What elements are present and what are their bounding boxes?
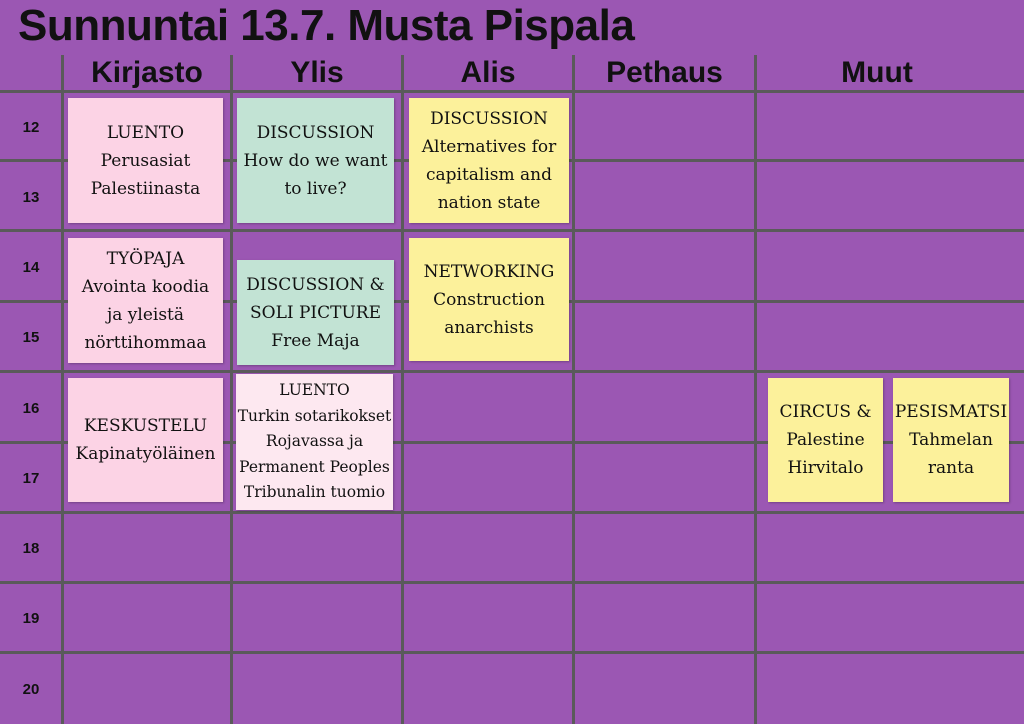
event-line: Rojavassa ja [265,432,364,451]
event-line: Turkin sotarikokset [237,406,392,425]
grid-line [0,370,1024,373]
event-line: How do we want [243,150,388,171]
hour-label: 17 [22,470,40,487]
column-header-pethaus: Pethaus [606,56,723,89]
event-line: to live? [284,178,347,199]
event-line: CIRCUS & [779,402,872,422]
event-line: DISCUSSION [256,122,375,143]
event-line: LUENTO [279,381,350,400]
event-card-circus[interactable] [768,378,883,502]
column-header-alis: Alis [460,56,516,89]
event-line: anarchists [444,317,534,338]
grid-line [0,581,1024,584]
event-card-discussion-soli-picture[interactable] [237,260,394,365]
event-line: Permanent Peoples [239,457,390,476]
grid-line [401,55,404,724]
hour-label: 15 [22,329,40,346]
column-header-kirjasto: Kirjasto [91,56,203,89]
event-line: Alternatives for [421,136,557,157]
event-line: nörttihommaa [84,332,207,353]
event-card-luento-turkin[interactable] [236,374,393,510]
event-line: capitalism and [425,164,553,185]
grid-line [754,55,757,724]
event-line: ja yleistä [106,304,185,325]
event-card-networking[interactable] [409,238,569,361]
event-line: Avointa koodia [81,276,210,297]
event-line: Hirvitalo [787,458,864,478]
event-line: PESISMATSI [894,402,1008,422]
event-line: KESKUSTELU [83,416,208,436]
column-header-ylis: Ylis [290,56,344,89]
event-line: Palestiinasta [90,178,201,199]
event-card-discussion-alternatives[interactable] [409,98,569,223]
grid-line [0,651,1024,654]
hour-label: 13 [22,189,40,206]
event-line: LUENTO [106,122,185,143]
event-card-tyopaja[interactable] [68,238,223,363]
event-line: nation state [437,192,541,213]
event-line: TYÖPAJA [106,248,185,269]
event-line: Tribunalin tuomio [243,483,386,502]
hour-label: 18 [22,540,40,557]
event-line: NETWORKING [423,261,555,282]
hour-label: 12 [22,119,40,136]
grid-line [0,229,1024,232]
event-card-discussion-live[interactable] [237,98,394,223]
event-card-luento-palestiina[interactable] [68,98,223,223]
event-line: Tahmelan [909,430,993,450]
event-line: SOLI PICTURE [249,302,382,323]
event-line: Palestine [786,430,865,450]
column-header-muut: Muut [841,56,913,89]
hour-label: 16 [22,400,40,417]
event-line: Perusasiat [100,150,191,171]
event-line: DISCUSSION [430,108,548,129]
event-line: Kapinatyöläinen [75,444,216,464]
event-line: ranta [927,458,975,478]
event-card-keskustelu[interactable] [68,378,223,502]
grid-line [230,55,233,724]
grid-line [0,90,1024,93]
grid-line [572,55,575,724]
page-title: Sunnuntai 13.7. Musta Pispala [18,1,635,50]
grid-line [0,511,1024,514]
hour-label: 14 [22,259,40,276]
event-line: Construction [433,289,545,310]
event-card-pesismatsi[interactable] [893,378,1009,502]
hour-label: 20 [22,681,40,698]
event-line: DISCUSSION & [246,274,385,295]
hour-label: 19 [22,610,40,627]
event-line: Free Maja [271,330,360,351]
